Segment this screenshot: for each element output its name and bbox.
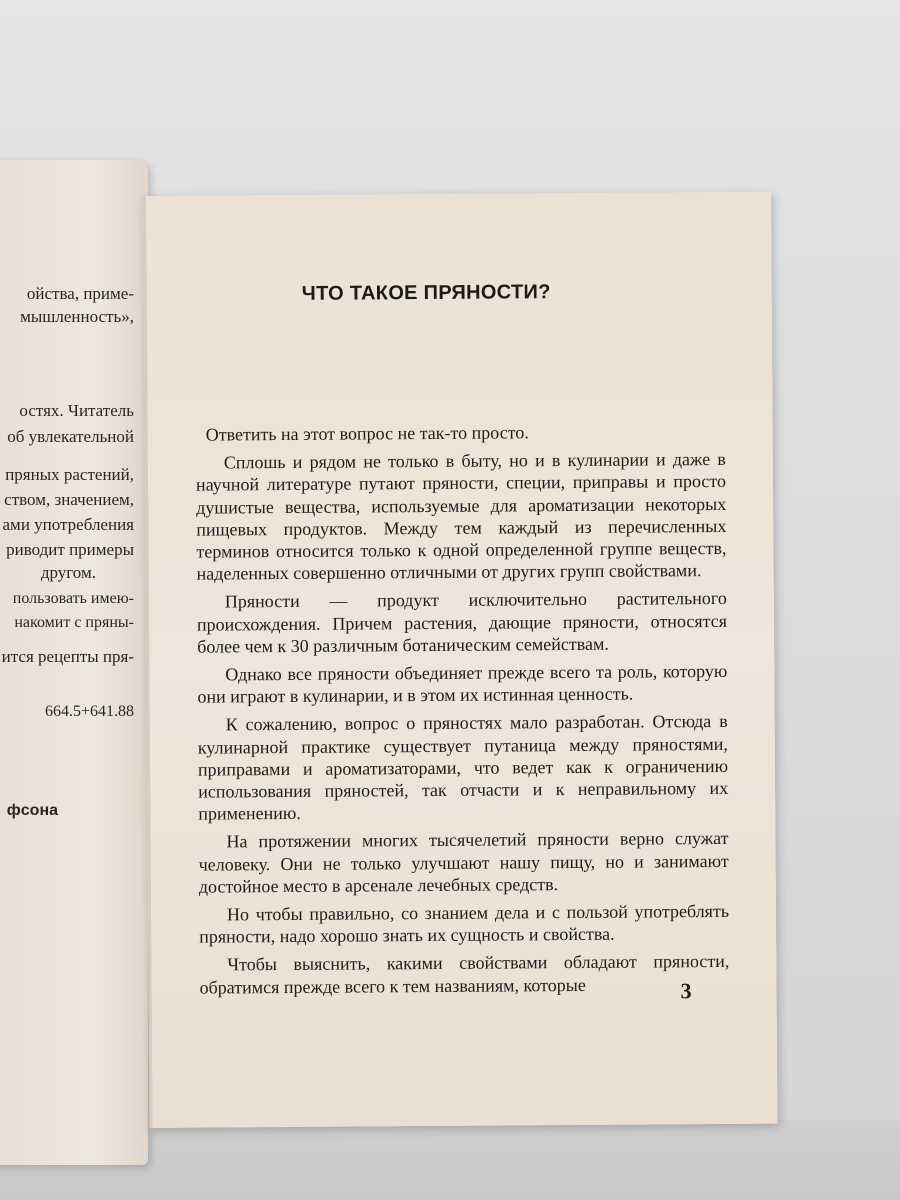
left-line: другом. <box>40 563 96 582</box>
paragraph: Но чтобы правильно, со знанием дела и с пользой употреблять пряности, надо хорошо знать их сущность и свойства. <box>199 900 730 947</box>
left-line-name: фсона <box>6 802 58 819</box>
left-line: пряных растений, <box>5 465 134 484</box>
paragraph: Однако все пряности объединяет прежде всего та роль, которую они играют в кулинарии, и в этом их истинная ценность. <box>197 660 728 707</box>
body-text <box>196 420 730 1005</box>
paragraph: К сожалению, вопрос о пряностях мало разработан. Отсюда в кулинарной практике существует путаница между пряностями, приправами и ароматизаторами, что ведет как к ограничению использования пряностей, так отчасти и к неправильному их применению. <box>197 711 729 824</box>
left-page <box>0 160 148 1165</box>
left-line: ами употребления <box>2 515 134 534</box>
left-line: мышленность», <box>20 307 134 326</box>
left-line-udc: 664.5+641.88 <box>44 703 134 720</box>
left-line: пользовать имею- <box>12 590 134 607</box>
left-line: ойства, приме- <box>26 284 134 303</box>
paragraph: Чтобы выяснить, какими свойствами обладают пряности, обратимся прежде всего к тем названиям, которые <box>199 951 730 998</box>
left-line: ится рецепты пря- <box>1 647 134 666</box>
paragraph: На протяжении многих тысячелетий пряности верно служат человеку. Они не только улучшают нашу пищу, но и занимают достойное место в арсенале лечебных средств. <box>198 828 729 897</box>
paragraph: Пряности — продукт исключительно растительного происхождения. Причем растения, дающие пряности, относятся более чем к 30 различным ботаническим семействам. <box>196 588 728 657</box>
page-title: ЧТО ТАКОЕ ПРЯНОСТИ? <box>301 281 551 305</box>
left-line: об увлекательной <box>7 427 134 446</box>
left-line: ством, значением, <box>4 490 134 509</box>
page-number: 3 <box>680 978 692 1004</box>
paragraph: Ответить на этот вопрос не так-то просто. <box>205 422 529 445</box>
left-line: остях. Читатель <box>19 401 134 420</box>
paragraph: Сплошь и рядом не только в быту, но и в кулинарии и даже в научной литературе путают пряности, специи, приправы и просто душистые вещества, используемые для ароматизации некоторых пищевых продуктов. Между тем каждый из перечисленных терминов относится только к одной определенной группе веществ, наделенных совершенно отличными от других групп свойствами. <box>195 449 727 584</box>
left-line: накомит с пряны- <box>14 614 134 631</box>
left-line: риводит примеры <box>6 540 134 559</box>
right-page <box>143 192 777 1128</box>
